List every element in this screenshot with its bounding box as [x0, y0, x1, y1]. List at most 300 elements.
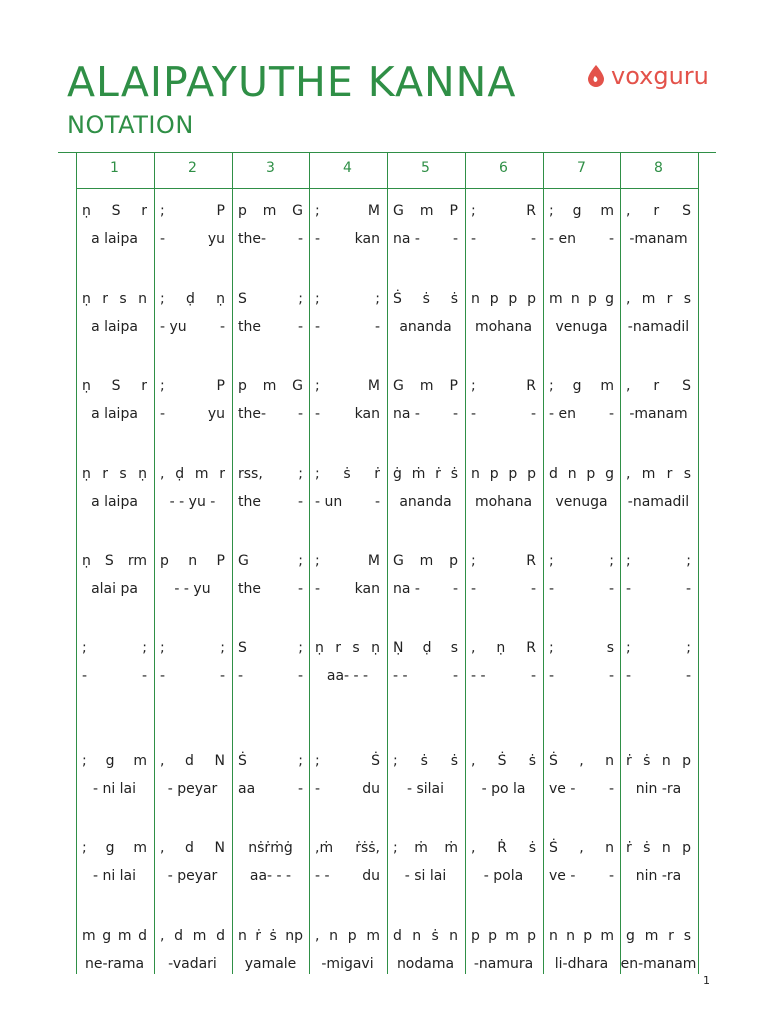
notation-cell — [76, 640, 153, 700]
swara: g — [105, 840, 115, 856]
swara-line — [315, 553, 380, 569]
lyric-line — [626, 319, 691, 335]
lyric-syllable: - — [82, 668, 88, 684]
swara: n — [549, 928, 558, 944]
swara-line — [238, 640, 303, 656]
lyric-line — [549, 494, 614, 510]
swara: r — [219, 466, 225, 482]
notation-cell — [154, 553, 231, 613]
lyric-syllable: - — [608, 781, 614, 797]
swara: ; — [686, 553, 691, 569]
lyric-line — [393, 494, 458, 510]
swara-line — [315, 466, 380, 482]
notation-cell — [620, 378, 697, 438]
lyric-syllable: - — [530, 231, 536, 247]
swara-line — [238, 928, 303, 944]
lyric-line — [315, 406, 380, 422]
swara: p — [682, 840, 691, 856]
swara: S — [238, 291, 247, 307]
swara: p — [471, 928, 480, 944]
swara: ġ — [393, 466, 402, 482]
lyric-syllable: - yu — [160, 319, 187, 335]
notation-cell — [309, 291, 386, 351]
notation-cell — [465, 378, 542, 438]
swara: r — [335, 640, 342, 656]
swara: n — [188, 553, 198, 569]
swara: p — [527, 291, 536, 307]
swara-line — [238, 840, 303, 856]
lyric-syllable: a laipa — [91, 319, 138, 335]
swara-line — [549, 378, 614, 394]
swara-line — [315, 640, 380, 656]
swara: Ṡ — [549, 753, 558, 769]
swara: p — [508, 291, 518, 307]
swara: ṙ — [435, 466, 441, 482]
swara: d — [549, 466, 558, 482]
lyric-line — [315, 319, 380, 335]
swara: n — [471, 466, 480, 482]
swara: Ṡ — [393, 291, 402, 307]
swara: ṇ — [138, 466, 147, 482]
swara: S — [111, 203, 121, 219]
swara: ṡ — [420, 753, 428, 769]
swara: m — [262, 203, 277, 219]
swara: ; — [315, 553, 320, 569]
swara: M — [367, 553, 380, 569]
lyric-syllable: -namura — [473, 956, 534, 972]
lyric-syllable: - — [549, 668, 555, 684]
lyric-line — [238, 581, 303, 597]
swara: p — [527, 928, 536, 944]
lyric-syllable: - — [160, 406, 166, 422]
lyric-syllable: - — [297, 494, 303, 510]
notation-cell — [465, 753, 542, 813]
swara-line — [626, 203, 691, 219]
swara: ṙṡṡ, — [355, 840, 380, 856]
swara: nṡṙṁġ — [248, 840, 293, 856]
lyric-syllable: kan — [354, 231, 380, 247]
notation-cell — [620, 640, 697, 700]
lyric-line — [393, 956, 458, 972]
swara: ṇ — [216, 291, 225, 307]
lyric-syllable: -manam — [629, 231, 688, 247]
notation-cell — [543, 291, 620, 351]
notation-cell — [543, 753, 620, 813]
swara: , — [160, 753, 165, 769]
lyric-syllable: the- — [238, 406, 267, 422]
column-header: 5 — [421, 160, 430, 176]
swara: ; — [626, 553, 631, 569]
lyric-syllable: en-manam — [620, 956, 697, 972]
swara-line — [626, 753, 691, 769]
notation-cell — [76, 553, 153, 613]
lyric-line — [315, 868, 380, 884]
notation-cell — [387, 840, 464, 900]
lyric-syllable: aa- - - — [326, 668, 369, 684]
lyric-syllable: - en — [549, 231, 576, 247]
swara: ; — [315, 378, 320, 394]
lyric-syllable: venuga — [555, 319, 608, 335]
swara: n — [605, 840, 614, 856]
voxguru-logo[interactable] — [585, 62, 709, 90]
lyric-syllable: mohana — [474, 494, 533, 510]
swara-line — [160, 553, 225, 569]
swara: ; — [82, 753, 87, 769]
swara: ṡ — [450, 466, 458, 482]
notation-cell — [232, 840, 309, 900]
column-header: 4 — [343, 160, 352, 176]
notation-cell — [309, 640, 386, 700]
swara-line — [160, 840, 225, 856]
swara-line — [471, 640, 536, 656]
swara: ; — [220, 640, 225, 656]
swara-line — [626, 466, 691, 482]
lyric-line — [238, 319, 303, 335]
swara-line — [626, 928, 691, 944]
swara: R — [526, 640, 536, 656]
swara-line — [238, 753, 303, 769]
swara: r — [668, 928, 674, 944]
lyric-syllable: - — [160, 231, 166, 247]
lyric-syllable: - — [608, 581, 614, 597]
swara: ṡ — [528, 753, 536, 769]
swara: S — [111, 378, 121, 394]
swara: ṡ — [431, 928, 439, 944]
swara: ; — [315, 753, 320, 769]
swara: ; — [549, 203, 554, 219]
lyric-syllable: - — [219, 668, 225, 684]
swara: , — [626, 203, 631, 219]
swara: d — [185, 753, 194, 769]
lyric-syllable: a laipa — [91, 494, 138, 510]
swara: ; — [298, 553, 303, 569]
swara: m — [549, 291, 563, 307]
notation-cell — [387, 466, 464, 526]
lyric-line — [471, 494, 536, 510]
swara: ; — [549, 640, 554, 656]
lyric-line — [315, 231, 380, 247]
swara: n — [570, 291, 580, 307]
swara: m — [419, 553, 434, 569]
swara: ; — [160, 203, 165, 219]
swara: G — [238, 553, 249, 569]
swara-line — [160, 291, 225, 307]
notation-cell — [232, 291, 309, 351]
notation-cell — [387, 640, 464, 700]
lyric-line — [393, 406, 458, 422]
lyric-syllable: - — [315, 406, 321, 422]
lyric-line — [238, 231, 303, 247]
lyric-syllable: ananda — [399, 494, 452, 510]
swara: ṙ — [255, 928, 262, 944]
lyric-syllable: - — [315, 581, 321, 597]
lyric-line — [160, 581, 225, 597]
swara: ṡ — [450, 291, 458, 307]
lyric-syllable: nin -ra — [635, 781, 682, 797]
swara: Ṙ — [497, 840, 507, 856]
swara: N — [214, 753, 225, 769]
swara: M — [367, 203, 380, 219]
notation-cell — [154, 928, 231, 988]
column-divider — [698, 152, 699, 974]
lyric-syllable: - — [297, 406, 303, 422]
swara: s — [352, 640, 360, 656]
swara: ṙ — [626, 753, 632, 769]
swara-line — [315, 203, 380, 219]
swara: r — [141, 203, 147, 219]
swara: r — [141, 378, 147, 394]
lyric-syllable: - — [297, 668, 303, 684]
notation-cell — [465, 640, 542, 700]
swara: ; — [609, 553, 614, 569]
swara: m — [600, 203, 614, 219]
lyric-line — [160, 406, 225, 422]
lyric-line — [626, 868, 691, 884]
swara: ; — [686, 640, 691, 656]
lyric-syllable: alai pa — [91, 581, 138, 597]
notation-cell — [76, 203, 153, 263]
lyric-syllable: - peyar — [167, 781, 218, 797]
notation-cell — [232, 203, 309, 263]
lyric-line — [82, 319, 147, 335]
swara: g — [105, 753, 115, 769]
swara-line — [160, 466, 225, 482]
swara: ḍ — [175, 466, 185, 482]
lyric-line — [393, 868, 458, 884]
swara: ; — [160, 640, 165, 656]
swara: m — [419, 203, 434, 219]
swara: ṙ — [374, 466, 380, 482]
swara: p — [587, 291, 597, 307]
swara: g — [572, 203, 582, 219]
lyric-syllable: - — [297, 231, 303, 247]
swara: P — [216, 378, 225, 394]
lyric-syllable: ananda — [399, 319, 452, 335]
swara: n — [566, 928, 575, 944]
lyric-syllable: ve - — [549, 868, 576, 884]
lyric-line — [238, 781, 303, 797]
lyric-syllable: - — [530, 581, 536, 597]
swara-line — [160, 928, 225, 944]
lyric-syllable: kan — [354, 406, 380, 422]
notation-cell — [76, 840, 153, 900]
swara: ; — [298, 640, 303, 656]
lyric-line — [238, 668, 303, 684]
lyric-syllable: - — [530, 406, 536, 422]
notation-cell — [465, 203, 542, 263]
lyric-syllable: - po la — [481, 781, 526, 797]
notation-cell — [76, 378, 153, 438]
lyric-line — [626, 494, 691, 510]
swara-line — [160, 203, 225, 219]
swara-line — [160, 378, 225, 394]
swara: ṡ — [528, 840, 536, 856]
swara: R — [526, 203, 536, 219]
swara: ṇ — [82, 203, 91, 219]
swara: , — [626, 378, 631, 394]
swara: , — [471, 840, 476, 856]
swara-line — [82, 291, 147, 307]
lyric-syllable: the — [238, 494, 261, 510]
lyric-line — [160, 868, 225, 884]
swara-line — [238, 203, 303, 219]
notation-cell — [543, 378, 620, 438]
swara: s — [683, 291, 691, 307]
swara: r — [102, 466, 109, 482]
lyric-syllable: - — [685, 581, 691, 597]
swara: m — [419, 378, 434, 394]
swara: , — [160, 466, 165, 482]
notation-cell — [620, 840, 697, 900]
swara: m — [117, 928, 132, 944]
swara-line — [549, 203, 614, 219]
swara-line — [315, 378, 380, 394]
notation-cell — [154, 378, 231, 438]
notation-cell — [620, 466, 697, 526]
swara: d — [174, 928, 184, 944]
swara-line — [471, 203, 536, 219]
lyric-line — [393, 319, 458, 335]
notation-cell — [309, 840, 386, 900]
lyric-line — [315, 494, 380, 510]
swara: g — [605, 466, 614, 482]
swara: r — [653, 203, 660, 219]
lyric-line — [238, 494, 303, 510]
swara: m — [644, 928, 659, 944]
notation-cell — [387, 203, 464, 263]
notation-cell — [543, 640, 620, 700]
swara: S — [238, 640, 247, 656]
lyric-syllable: - peyar — [167, 868, 218, 884]
lyric-syllable: - — [626, 581, 632, 597]
notation-cell — [543, 203, 620, 263]
lyric-syllable: nodama — [396, 956, 455, 972]
lyric-syllable: na - — [393, 581, 420, 597]
swara: , — [471, 753, 476, 769]
lyric-syllable: -namadil — [627, 494, 690, 510]
swara: m — [192, 928, 207, 944]
lyric-syllable: - — [452, 668, 458, 684]
swara: rss, — [238, 466, 263, 482]
lyric-syllable: mohana — [474, 319, 533, 335]
swara: p — [449, 553, 458, 569]
lyric-line — [626, 781, 691, 797]
swara: ṇ — [82, 378, 91, 394]
swara: R — [526, 378, 536, 394]
swara: S — [682, 203, 691, 219]
swara: , — [471, 640, 476, 656]
lyric-syllable: -migavi — [321, 956, 374, 972]
lyric-line — [549, 956, 614, 972]
lyric-syllable: kan — [354, 581, 380, 597]
lyric-syllable: - — [452, 231, 458, 247]
lyric-line — [620, 956, 697, 972]
swara-line — [393, 203, 458, 219]
song-title: ALAIPAYUTHE KANNA — [67, 58, 517, 106]
notation-cell — [309, 553, 386, 613]
swara: N — [214, 840, 225, 856]
swara: ; — [298, 466, 303, 482]
notation-cell — [76, 928, 153, 988]
lyric-line — [626, 406, 691, 422]
notation-subtitle: NOTATION — [67, 111, 194, 139]
notation-cell — [309, 203, 386, 263]
swara: m — [133, 840, 147, 856]
swara: n — [661, 753, 671, 769]
swara: G — [393, 378, 404, 394]
swara-line — [471, 840, 536, 856]
swara: ; — [298, 291, 303, 307]
swara-line — [549, 840, 614, 856]
swara-line — [471, 466, 536, 482]
lyric-syllable: - — [219, 319, 225, 335]
swara: ; — [315, 291, 320, 307]
lyric-syllable: - — [374, 494, 380, 510]
swara: ; — [298, 753, 303, 769]
swara: n — [412, 928, 422, 944]
swara: ; — [160, 291, 165, 307]
swara: ; — [160, 378, 165, 394]
swara: P — [216, 553, 225, 569]
lyric-syllable: - silai — [406, 781, 445, 797]
lyric-syllable: - — [374, 319, 380, 335]
swara: rm — [127, 553, 147, 569]
lyric-line — [549, 668, 614, 684]
swara-line — [238, 553, 303, 569]
notation-cell — [76, 291, 153, 351]
swara-line — [238, 291, 303, 307]
lyric-line — [393, 231, 458, 247]
lyric-syllable: - — [452, 406, 458, 422]
swara: ṇ — [82, 291, 91, 307]
swara: m — [82, 928, 96, 944]
swara: ; — [471, 378, 476, 394]
notation-cell — [465, 466, 542, 526]
lyric-line — [315, 581, 380, 597]
lyric-line — [82, 781, 147, 797]
swara-line — [82, 466, 147, 482]
notation-cell — [232, 753, 309, 813]
lyric-syllable: - — [471, 406, 477, 422]
swara-line — [549, 291, 614, 307]
swara-line — [315, 291, 380, 307]
swara: Ṡ — [238, 753, 247, 769]
swara: Ṡ — [549, 840, 558, 856]
swara: ḍ — [422, 640, 432, 656]
swara: P — [449, 203, 458, 219]
lyric-syllable: - - — [315, 868, 330, 884]
notation-cell — [309, 378, 386, 438]
notation-cell — [387, 553, 464, 613]
swara: ṡ — [643, 840, 651, 856]
lyric-syllable: - ni lai — [92, 868, 137, 884]
lyric-line — [238, 406, 303, 422]
swara: p — [488, 928, 497, 944]
swara: s — [450, 640, 458, 656]
swara: ṡ — [343, 466, 351, 482]
lyric-syllable: nin -ra — [635, 868, 682, 884]
lyric-syllable: aa- - - — [249, 868, 292, 884]
lyric-line — [549, 781, 614, 797]
lyric-line — [393, 581, 458, 597]
swara-line — [549, 640, 614, 656]
notation-cell — [620, 291, 697, 351]
lyric-syllable: - — [685, 668, 691, 684]
notation-cell — [387, 378, 464, 438]
swara: , — [579, 840, 584, 856]
swara: m — [194, 466, 209, 482]
swara: s — [119, 466, 127, 482]
